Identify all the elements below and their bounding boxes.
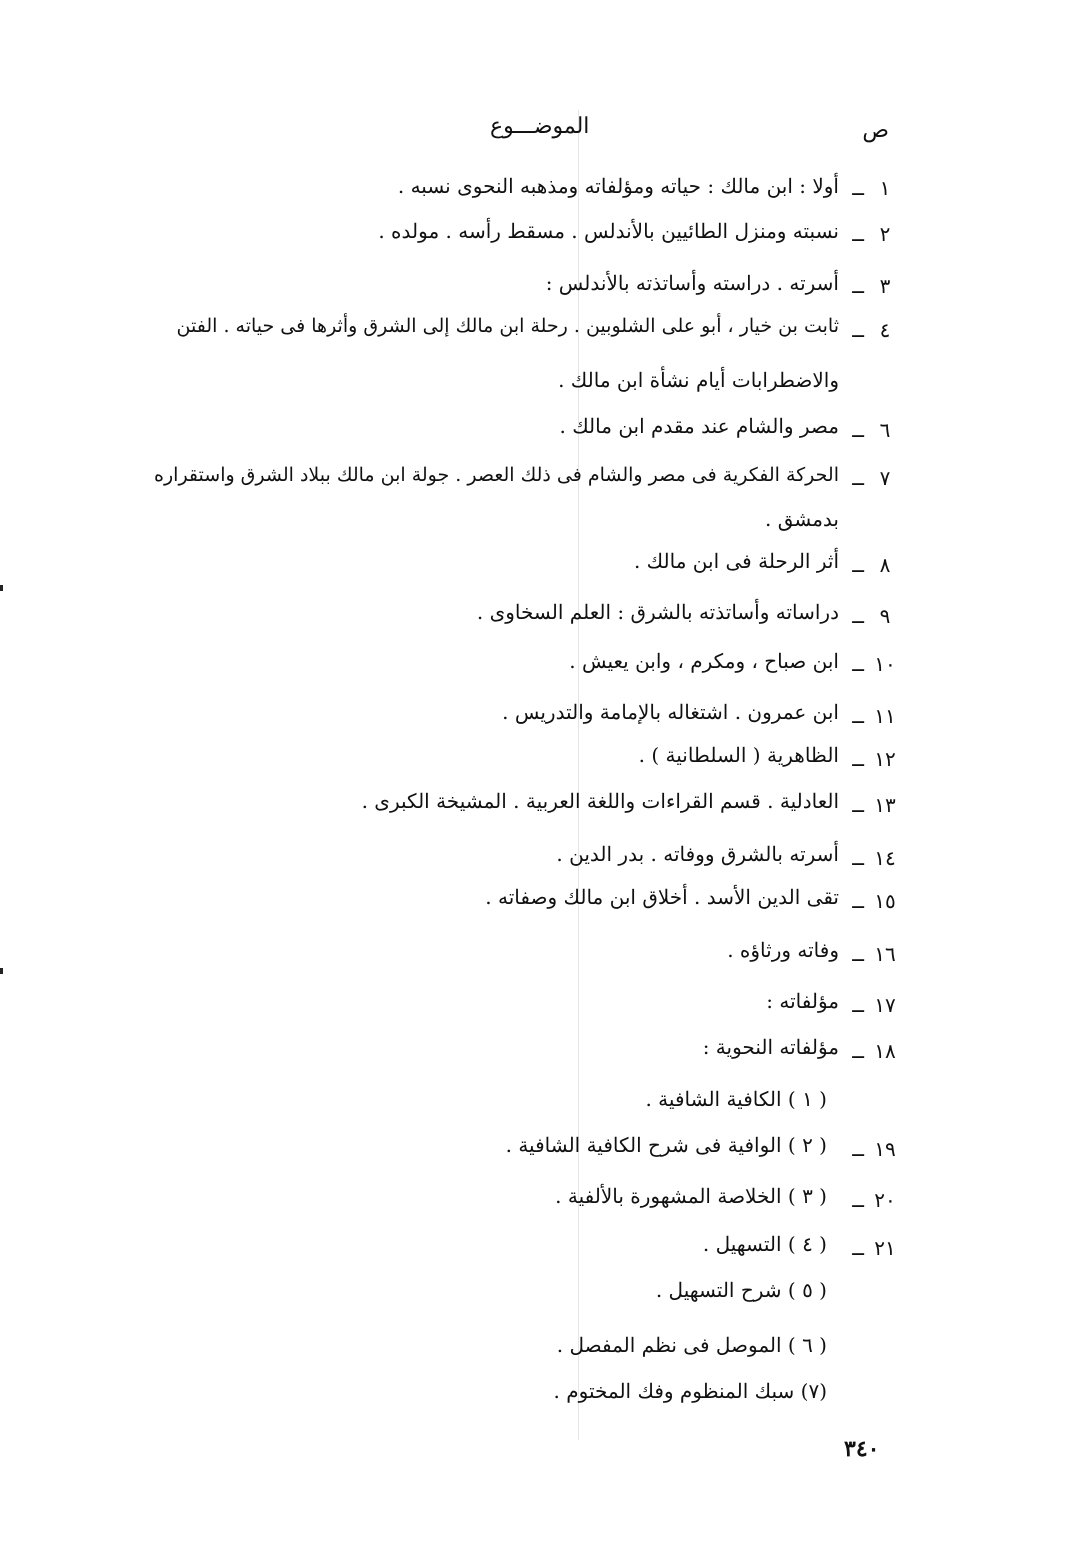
entry-text: ( ٢ ) الوافية فى شرح الكافية الشافية . [505, 1133, 827, 1157]
entry-dash: ــ [852, 704, 864, 728]
entry-page-number: ١٦ [874, 942, 896, 966]
entry-dash: ــ [852, 993, 864, 1017]
entry-dash: ــ [852, 793, 864, 817]
entry-text: أسرته بالشرق ووفاته . بدر الدين . [556, 842, 839, 866]
entry-page-number: ٧ [879, 466, 891, 490]
entry-page-number: ١٥ [874, 889, 896, 913]
header-subject-column: الموضـــوع [490, 114, 590, 139]
entry-text: ابن صباح ، ومكرم ، وابن يعيش . [569, 649, 839, 673]
entry-text: ( ٦ ) الموصل فى نظم المفصل . [556, 1333, 827, 1357]
entry-page-number: ١٠ [874, 652, 896, 676]
entry-text: مصر والشام عند مقدم ابن مالك . [559, 414, 839, 438]
entry-text: ثابت بن خيار ، أبو على الشلوبين . رحلة ابن مالك إلى الشرق وأثرها فى حياته . الفتن [176, 315, 839, 337]
entry-text: ( ٥ ) شرح التسهيل . [655, 1278, 827, 1302]
entry-dash: ــ [852, 553, 864, 577]
entry-page-number: ١٨ [874, 1039, 896, 1063]
entry-dash: ــ [852, 889, 864, 913]
entry-page-number: ٢ [879, 222, 891, 246]
entry-text: ( ٣ ) الخلاصة المشهورة بالألفية . [555, 1184, 827, 1208]
scan-speck [0, 585, 3, 591]
entry-page-number: ١٤ [874, 846, 896, 870]
entry-dash: ــ [852, 222, 864, 246]
scan-fold-line [578, 110, 579, 1440]
entry-dash: ــ [852, 747, 864, 771]
entry-text: ( ٤ ) التسهيل . [702, 1232, 827, 1256]
entry-dash: ــ [852, 466, 864, 490]
entry-text: الظاهرية ( السلطانية ) . [638, 743, 839, 767]
entry-dash: ــ [852, 1236, 864, 1260]
entry-dash: ــ [852, 1137, 864, 1161]
entry-dash: ــ [852, 942, 864, 966]
entry-text: ابن عمرون . اشتغاله بالإمامة والتدريس . [502, 700, 839, 724]
entry-text: وفاته ورثاؤه . [727, 938, 839, 962]
entry-dash: ــ [852, 418, 864, 442]
entry-text: دراساته وأساتذته بالشرق : العلم السخاوى . [476, 600, 839, 624]
entry-dash: ــ [852, 274, 864, 298]
entry-dash: ــ [852, 1039, 864, 1063]
page-number: ٣٤٠ [844, 1436, 880, 1462]
entry-page-number: ١ [879, 176, 891, 200]
entry-text: مؤلفاته النحوية : [702, 1035, 839, 1059]
entry-page-number: ٢١ [874, 1236, 896, 1260]
entry-text: الحركة الفكرية فى مصر والشام فى ذلك العصر . جولة ابن مالك ببلاد الشرق واستقراره [154, 464, 839, 486]
entry-text: نسبته ومنزل الطائيين بالأندلس . مسقط رأسه . مولده . [378, 219, 839, 243]
entry-page-number: ١٩ [874, 1137, 896, 1161]
entry-page-number: ٢٠ [874, 1188, 896, 1212]
entry-text: العادلية . قسم القراءات واللغة العربية . المشيخة الكبرى . [361, 789, 839, 813]
entry-text: أولا : ابن مالك : حياته ومؤلفاته ومذهبه النحوى نسبه . [397, 174, 839, 198]
entry-page-number: ٩ [879, 604, 891, 628]
entry-text-continued: والاضطرابات أيام نشأة ابن مالك . [558, 368, 839, 392]
scan-speck [0, 968, 3, 974]
entry-text: ( ١ ) الكافية الشافية . [645, 1087, 827, 1111]
entry-text: تقى الدين الأسد . أخلاق ابن مالك وصفاته . [485, 885, 839, 909]
entry-dash: ــ [852, 1188, 864, 1212]
entry-dash: ــ [852, 846, 864, 870]
entry-text: أسرته . دراسته وأساتذته بالأندلس : [545, 271, 839, 295]
entry-text: (٧) سبك المنظوم وفك المختوم . [553, 1379, 827, 1403]
entry-page-number: ١٢ [874, 747, 896, 771]
entry-page-number: ٨ [879, 553, 891, 577]
header-page-column: ص [862, 118, 889, 143]
entry-dash: ــ [852, 604, 864, 628]
entry-dash: ــ [852, 318, 864, 342]
entry-page-number: ١٣ [874, 793, 896, 817]
entry-text: مؤلفاته : [766, 989, 839, 1013]
entry-page-number: ٤ [879, 318, 891, 342]
entry-page-number: ١١ [874, 704, 896, 728]
entry-page-number: ٣ [879, 274, 891, 298]
entry-dash: ــ [852, 176, 864, 200]
entry-text: أثر الرحلة فى ابن مالك . [633, 549, 839, 573]
entry-dash: ــ [852, 652, 864, 676]
entry-page-number: ١٧ [874, 993, 896, 1017]
entry-page-number: ٦ [879, 418, 891, 442]
entry-text-continued: بدمشق . [764, 507, 839, 531]
